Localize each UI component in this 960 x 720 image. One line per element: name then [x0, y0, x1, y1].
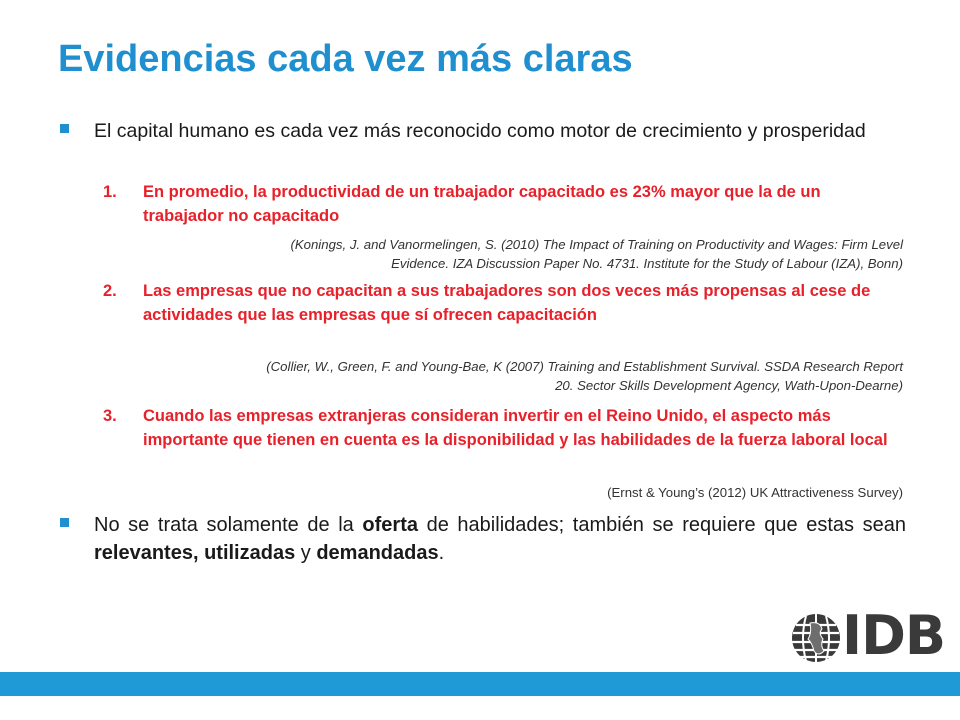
slide-title: Evidencias cada vez más claras	[58, 38, 633, 80]
square-bullet-icon	[60, 124, 69, 133]
bullet-1	[60, 117, 910, 145]
citation-2: (Collier, W., Green, F. and Young-Bae, K (2007) Training and Establishment Survival. SSDA Research Report 20. Sector Skills Development Agency, Wath-Upon-Dearne)	[266, 359, 903, 393]
list-item-1-number: 1.	[103, 183, 117, 201]
square-bullet-icon	[60, 518, 69, 527]
list-item-3-text: Cuando las empresas extranjeras consideran invertir en el Reino Unido, el aspecto más importante que tienen en cuenta es la disponibilidad y las habilidades de la fuerza laboral local	[143, 407, 888, 449]
bullet-1-text: El capital humano es cada vez más reconocido como motor de crecimiento y prosperidad	[94, 120, 866, 142]
bullet-2-part-3: y	[295, 542, 317, 564]
idb-logo-text: IDB	[842, 604, 946, 667]
citation-3: (Ernst & Young’s (2012) UK Attractiveness Survey)	[607, 485, 903, 500]
list-item-3-number: 3.	[103, 407, 117, 425]
bullet-2-text	[94, 511, 906, 567]
idb-globe-icon	[790, 611, 842, 665]
bullet-2	[60, 511, 910, 567]
idb-logo	[790, 604, 946, 667]
bullet-2-part-4: .	[438, 542, 445, 564]
list-item-3	[103, 404, 903, 452]
list-item-1-text: En promedio, la productividad de un trabajador capacitado es 23% mayor que la de un trabajador no capacitado	[143, 183, 821, 225]
citation-1: (Konings, J. and Vanormelingen, S. (2010) The Impact of Training on Productivity and Wages: Firm Level Evidence. IZA Discussion Paper No. 4731. Institute for the Study of Labour (IZA), Bonn)	[290, 237, 903, 271]
list-item-2-text: Las empresas que no capacitan a sus trabajadores son dos veces más propensas al cese de actividades que las empresas que sí ofrecen capacitación	[143, 282, 871, 324]
bullet-2-emphasis-oferta: oferta	[362, 514, 418, 536]
bullet-2-emphasis-relevantes: relevantes, utilizadas	[94, 542, 296, 564]
bullet-2-part-1: No se trata solamente de la	[94, 514, 363, 536]
list-item-2	[103, 279, 903, 327]
footer-bar	[0, 672, 960, 696]
list-item-2-number: 2.	[103, 282, 117, 300]
bullet-2-emphasis-demandadas: demandadas	[316, 542, 439, 564]
list-item-1	[103, 180, 903, 228]
bullet-2-part-2: de habilidades; también se requiere que estas sean	[417, 514, 906, 536]
